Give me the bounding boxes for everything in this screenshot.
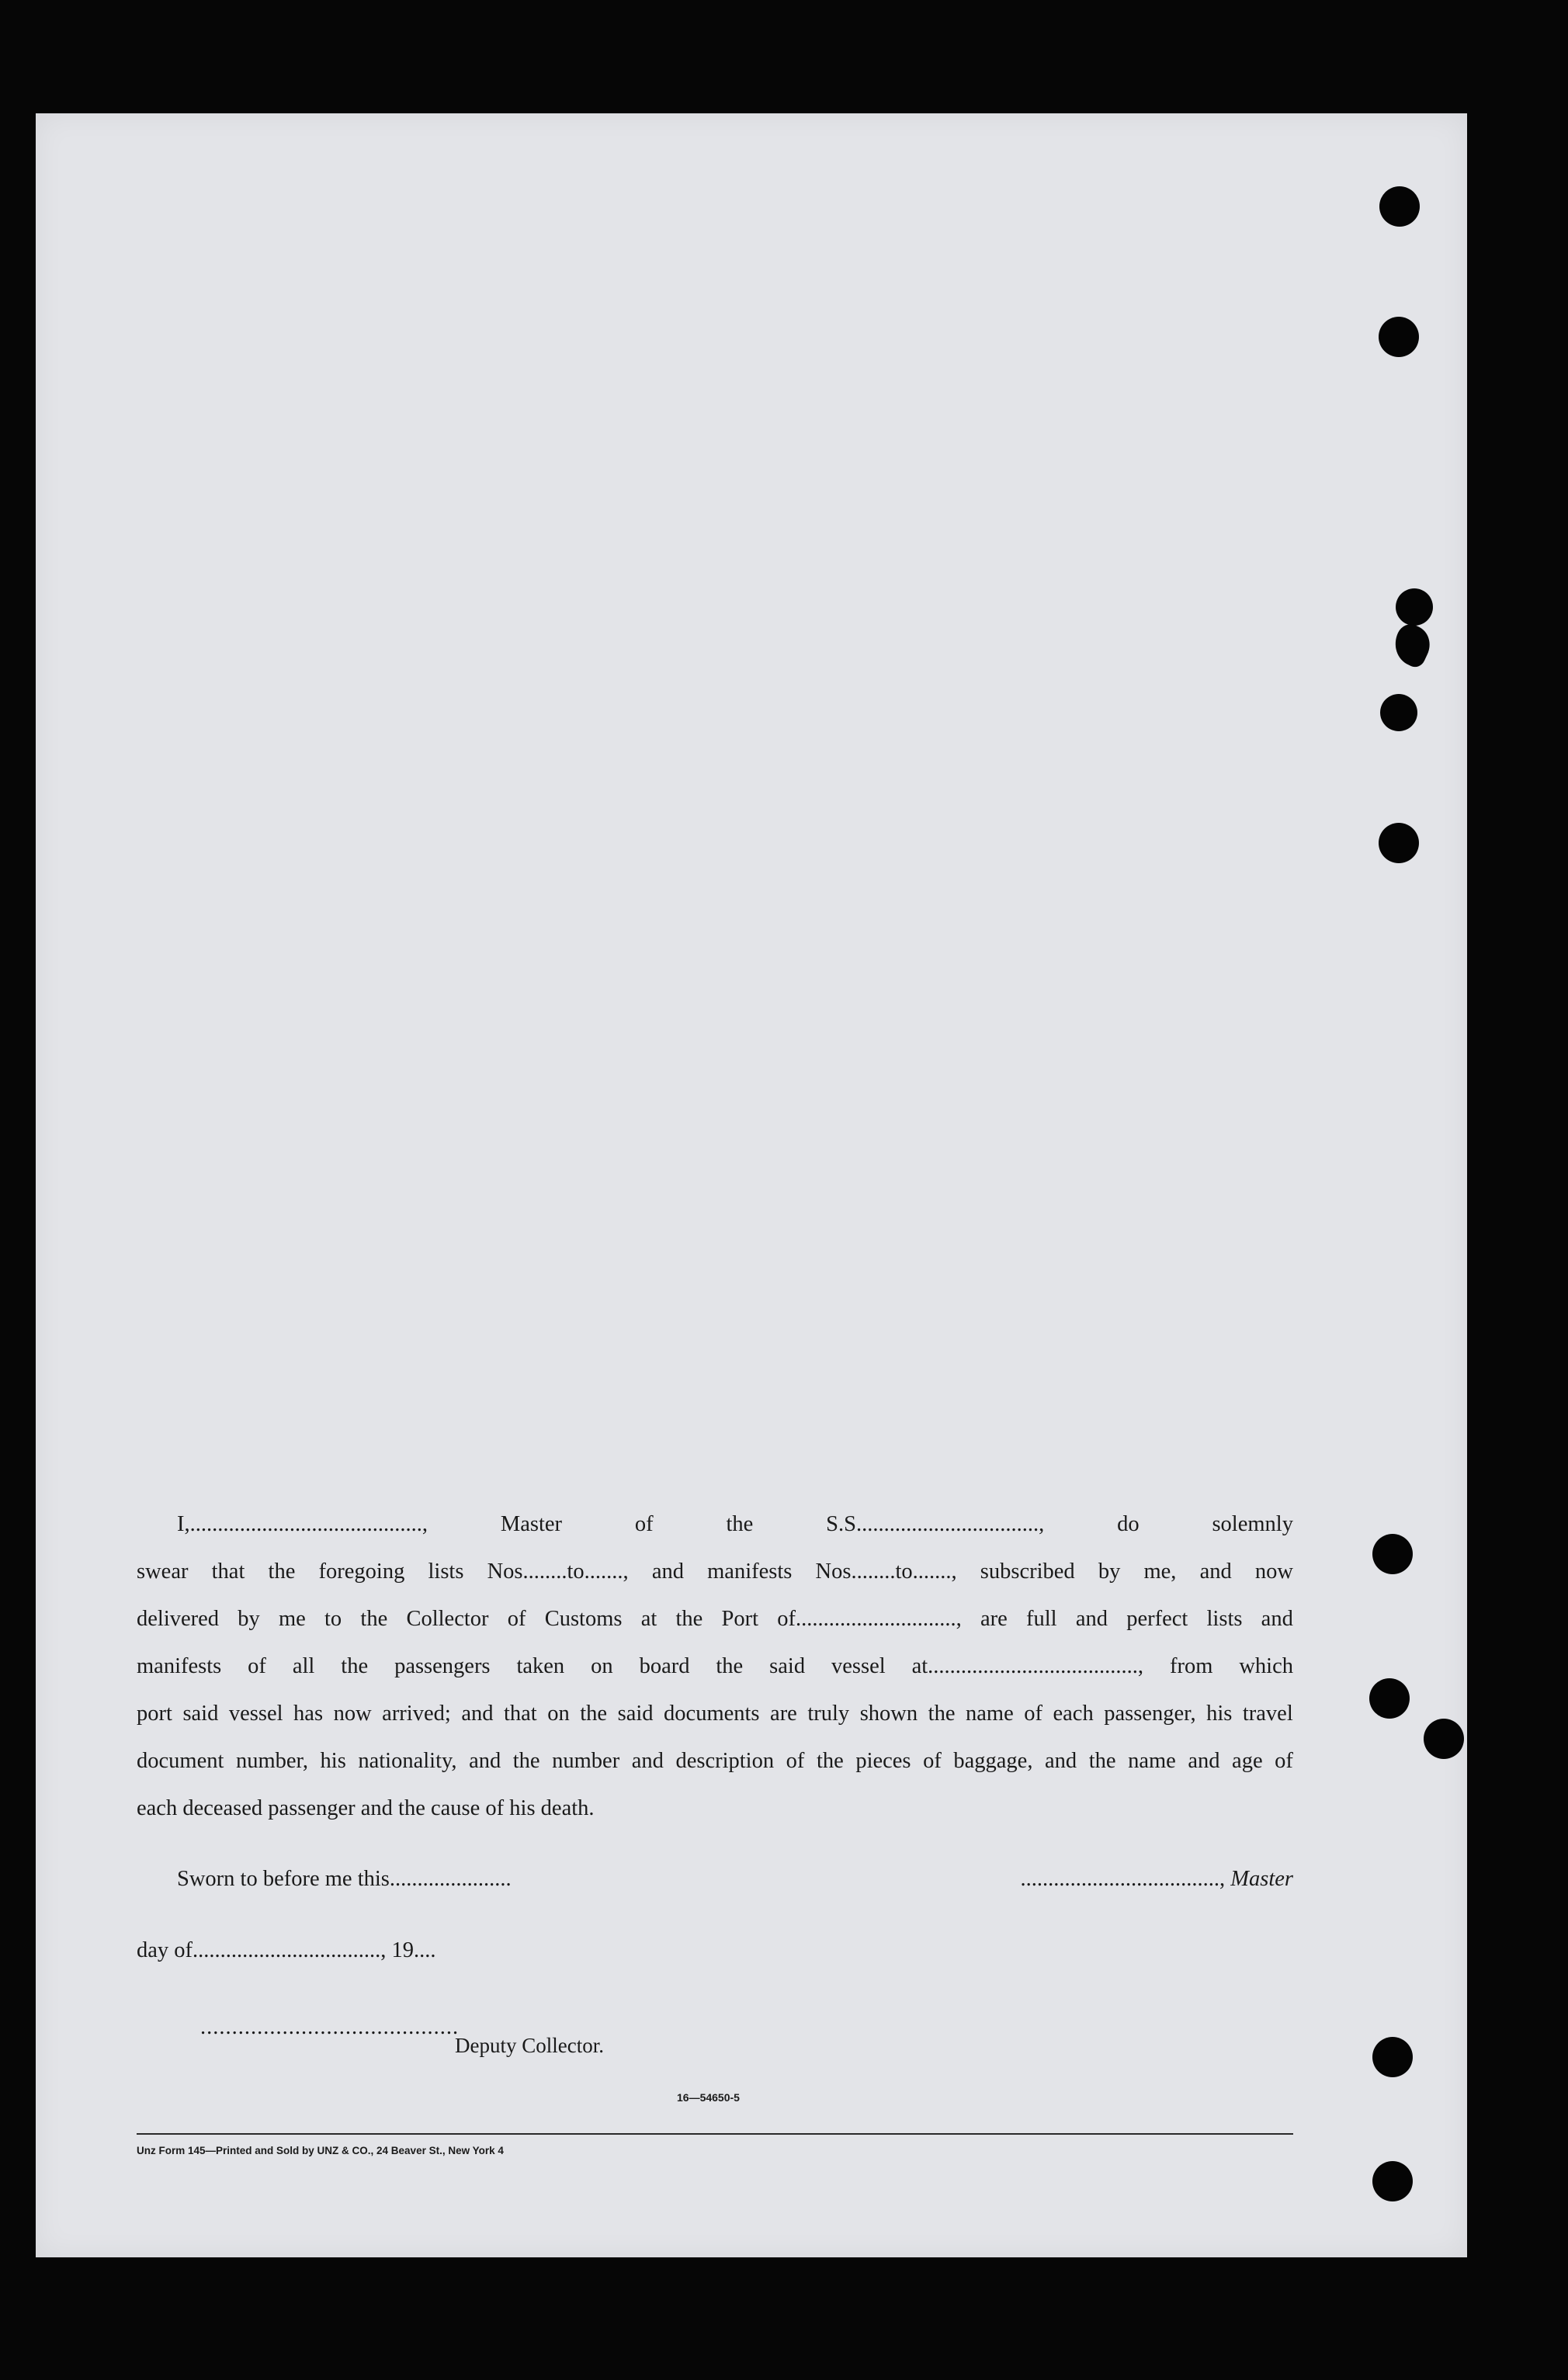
oath-line-4: manifests of all the passengers taken on board the said vessel at......................................, from which — [137, 1654, 1293, 1678]
oath-line-6: document number, his nationality, and the number and description of the pieces of baggage, and the name and age of — [137, 1749, 1293, 1773]
punch-hole — [1379, 317, 1419, 357]
printer-footer: Unz Form 145—Printed and Sold by UNZ & CO., 24 Beaver St., New York 4 — [137, 2145, 504, 2156]
form-number: 16—54650-5 — [677, 2091, 740, 2104]
sworn-before-text: Sworn to before me this...................... — [177, 1867, 512, 1891]
deputy-signature-dots: ......................................... — [200, 2015, 460, 2039]
punch-hole — [1372, 2161, 1413, 2201]
oath-line-3: delivered by me to the Collector of Customs at the Port of............................., are full and perfect lists and — [137, 1607, 1293, 1631]
oath-paragraph — [137, 1501, 1293, 1832]
punch-hole — [1369, 1678, 1410, 1719]
oath-line-7: each deceased passenger and the cause of his death. — [137, 1796, 595, 1820]
oath-line-5: port said vessel has now arrived; and that on the said documents are truly shown the name of each passenger, his travel — [137, 1702, 1293, 1726]
master-signature-line — [1021, 1867, 1294, 1892]
punch-hole — [1424, 1719, 1464, 1759]
oath-line-1: I,.........................................., Master of the S.S................................., do solemnly — [177, 1512, 1293, 1536]
punch-hole — [1379, 823, 1419, 863]
footer-divider — [137, 2133, 1293, 2135]
master-label: Master — [1230, 1867, 1293, 1891]
document-page — [36, 113, 1467, 2257]
oath-line-2: swear that the foregoing lists Nos........to......., and manifests Nos........to......., subscribed by me, and now — [137, 1559, 1293, 1584]
punch-hole — [1396, 588, 1433, 626]
day-of-line: day of.................................., 19.... — [137, 1938, 436, 1962]
master-signature-dots: ...................................., — [1020, 1867, 1226, 1891]
torn-paper-mark — [1388, 620, 1437, 671]
punch-hole — [1372, 2037, 1413, 2077]
punch-hole — [1380, 694, 1417, 731]
deputy-collector-label: Deputy Collector. — [455, 2034, 604, 2057]
punch-hole — [1372, 1534, 1413, 1574]
punch-hole — [1379, 186, 1420, 227]
